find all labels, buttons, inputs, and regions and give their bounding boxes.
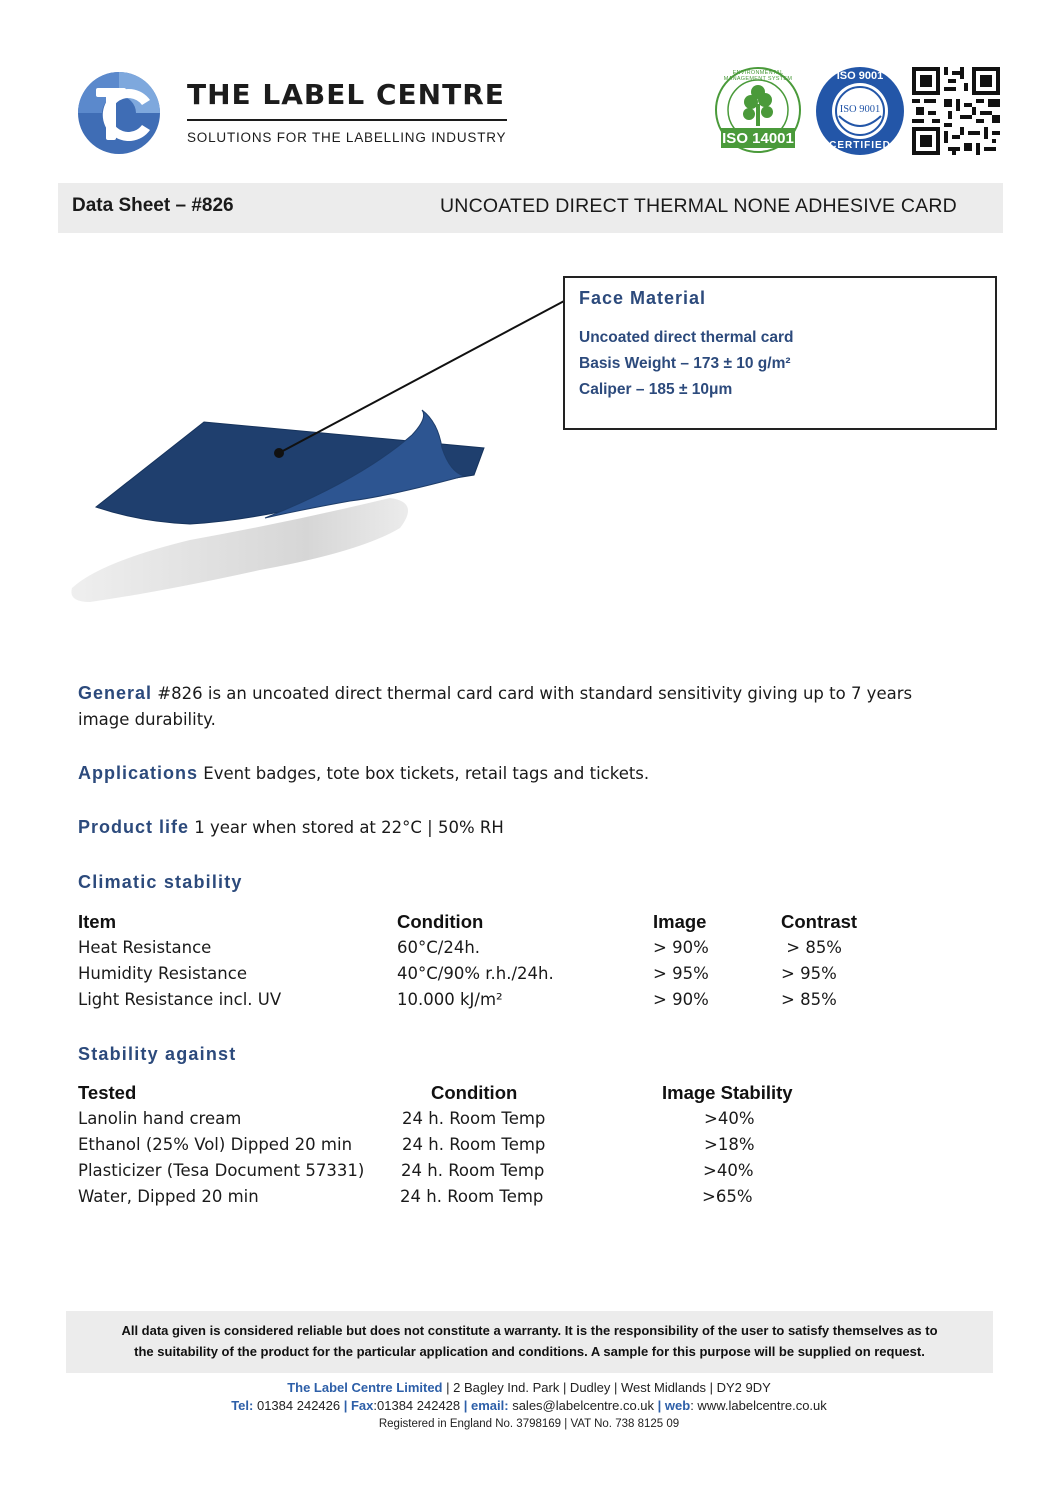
applications-text: Event badges, tote box tickets, retail tags and tickets.	[203, 764, 650, 783]
footer-tel-label: Tel:	[231, 1398, 254, 1413]
footer-email-link[interactable]: sales@labelcentre.co.uk	[508, 1398, 658, 1413]
footer-web-link[interactable]: : www.labelcentre.co.uk	[690, 1398, 827, 1413]
footer-web-label: | web	[657, 1398, 691, 1413]
table-cell: > 90%	[653, 990, 709, 1009]
table-cell: 24 h. Room Temp	[401, 1161, 545, 1180]
table-cell: > 90%	[653, 938, 709, 957]
footer-registration: Registered in England No. 3798169 | VAT No. 738 8125 09	[378, 1418, 680, 1430]
card-illustration	[60, 270, 570, 620]
sheet-id: Data Sheet – #826	[72, 195, 234, 216]
footer-fax: :01384 242428	[373, 1398, 464, 1413]
table-cell: >18%	[704, 1135, 755, 1154]
applications-paragraph	[78, 760, 978, 787]
footer-fax-label: | Fax	[343, 1398, 374, 1413]
face-material-line: Uncoated direct thermal card	[579, 329, 794, 346]
table-cell: 40°C/90% r.h./24h.	[397, 964, 554, 983]
face-material-line: Basis Weight – 173 ± 10 g/m²	[579, 355, 791, 372]
general-text-cont: image durability.	[78, 710, 216, 729]
table-cell: > 85%	[781, 938, 842, 957]
climatic-header-condition: Condition	[397, 911, 484, 932]
footer-company: The Label Centre Limited	[287, 1380, 443, 1395]
table-cell: >65%	[702, 1187, 753, 1206]
table-cell: >40%	[703, 1161, 754, 1180]
face-material-heading: Face Material	[579, 288, 707, 308]
stability-header-tested: Tested	[78, 1082, 137, 1103]
table-cell: Light Resistance incl. UV	[78, 990, 282, 1009]
climatic-header-contrast: Contrast	[781, 911, 858, 932]
table-cell: >40%	[704, 1109, 755, 1128]
disclaimer-line: All data given is considered reliable but does not constitute a warranty. It is the responsibility of the user to satisfy themselves as to	[121, 1323, 938, 1338]
table-cell: Water, Dipped 20 min	[78, 1187, 259, 1206]
iso-14001-badge	[707, 66, 809, 158]
table-cell: Heat Resistance	[78, 938, 212, 957]
table-cell: 10.000 kJ/m²	[397, 990, 503, 1009]
applications-label: Applications	[78, 763, 199, 783]
table-cell: 24 h. Room Temp	[402, 1135, 546, 1154]
table-cell: > 95%	[653, 964, 709, 983]
stability-header-condition: Condition	[431, 1082, 518, 1103]
face-material-line: Caliper – 185 ± 10μm	[579, 381, 733, 398]
company-name: THE LABEL CENTRE	[187, 78, 505, 111]
iso-9001-center-text: ISO 9001	[839, 104, 881, 115]
stability-header-image-stability: Image Stability	[662, 1082, 793, 1103]
climatic-stability-heading: Climatic stability	[78, 872, 243, 892]
product-life-label: Product life	[78, 817, 190, 837]
climatic-header-item: Item	[78, 911, 117, 932]
qr-code[interactable]	[912, 67, 1000, 155]
table-cell: Lanolin hand cream	[78, 1109, 242, 1128]
sheet-title: UNCOATED DIRECT THERMAL NONE ADHESIVE CARD	[440, 195, 957, 217]
product-life-paragraph	[78, 814, 978, 841]
footer-address	[0, 1380, 1058, 1395]
table-cell: Humidity Resistance	[78, 964, 247, 983]
general-label: General	[78, 683, 153, 703]
logo-divider	[187, 119, 507, 121]
table-cell: Plasticizer (Tesa Document 57331)	[78, 1161, 365, 1180]
iso-9001-bottom-text: CERTIFIED	[829, 140, 891, 151]
stability-against-heading: Stability against	[78, 1044, 237, 1064]
table-cell: 24 h. Room Temp	[400, 1187, 544, 1206]
table-cell: 24 h. Room Temp	[402, 1109, 546, 1128]
iso-14001-label: ISO 14001	[722, 130, 794, 147]
footer-contacts	[0, 1398, 1058, 1413]
general-paragraph	[78, 680, 978, 733]
climatic-header-image: Image	[653, 911, 707, 932]
table-cell: > 85%	[781, 990, 837, 1009]
disclaimer-line: the suitability of the product for the particular application and conditions. A sample for this purpose will be supplied on request.	[134, 1344, 925, 1359]
iso-14001-ring-text: ENVIRONMENTAL MANAGEMENT SYSTEM	[723, 70, 793, 82]
product-life-text: 1 year when stored at 22°C | 50% RH	[194, 818, 504, 837]
table-cell: Ethanol (25% Vol) Dipped 20 min	[78, 1135, 353, 1154]
footer-email-label: | email:	[463, 1398, 509, 1413]
table-cell: 60°C/24h.	[397, 938, 481, 957]
general-text: #826 is an uncoated direct thermal card card with standard sensitivity giving up to 7 years	[157, 684, 913, 703]
company-tagline: SOLUTIONS FOR THE LABELLING INDUSTRY	[187, 130, 507, 145]
company-logo	[76, 70, 162, 156]
footer-tel[interactable]: 01384 242426	[253, 1398, 344, 1413]
table-cell: > 95%	[781, 964, 837, 983]
iso-9001-badge	[815, 66, 905, 156]
footer-address-text: | 2 Bagley Ind. Park | Dudley | West Midlands | DY2 9DY	[442, 1380, 771, 1395]
iso-9001-top-text: ISO 9001	[836, 70, 884, 82]
